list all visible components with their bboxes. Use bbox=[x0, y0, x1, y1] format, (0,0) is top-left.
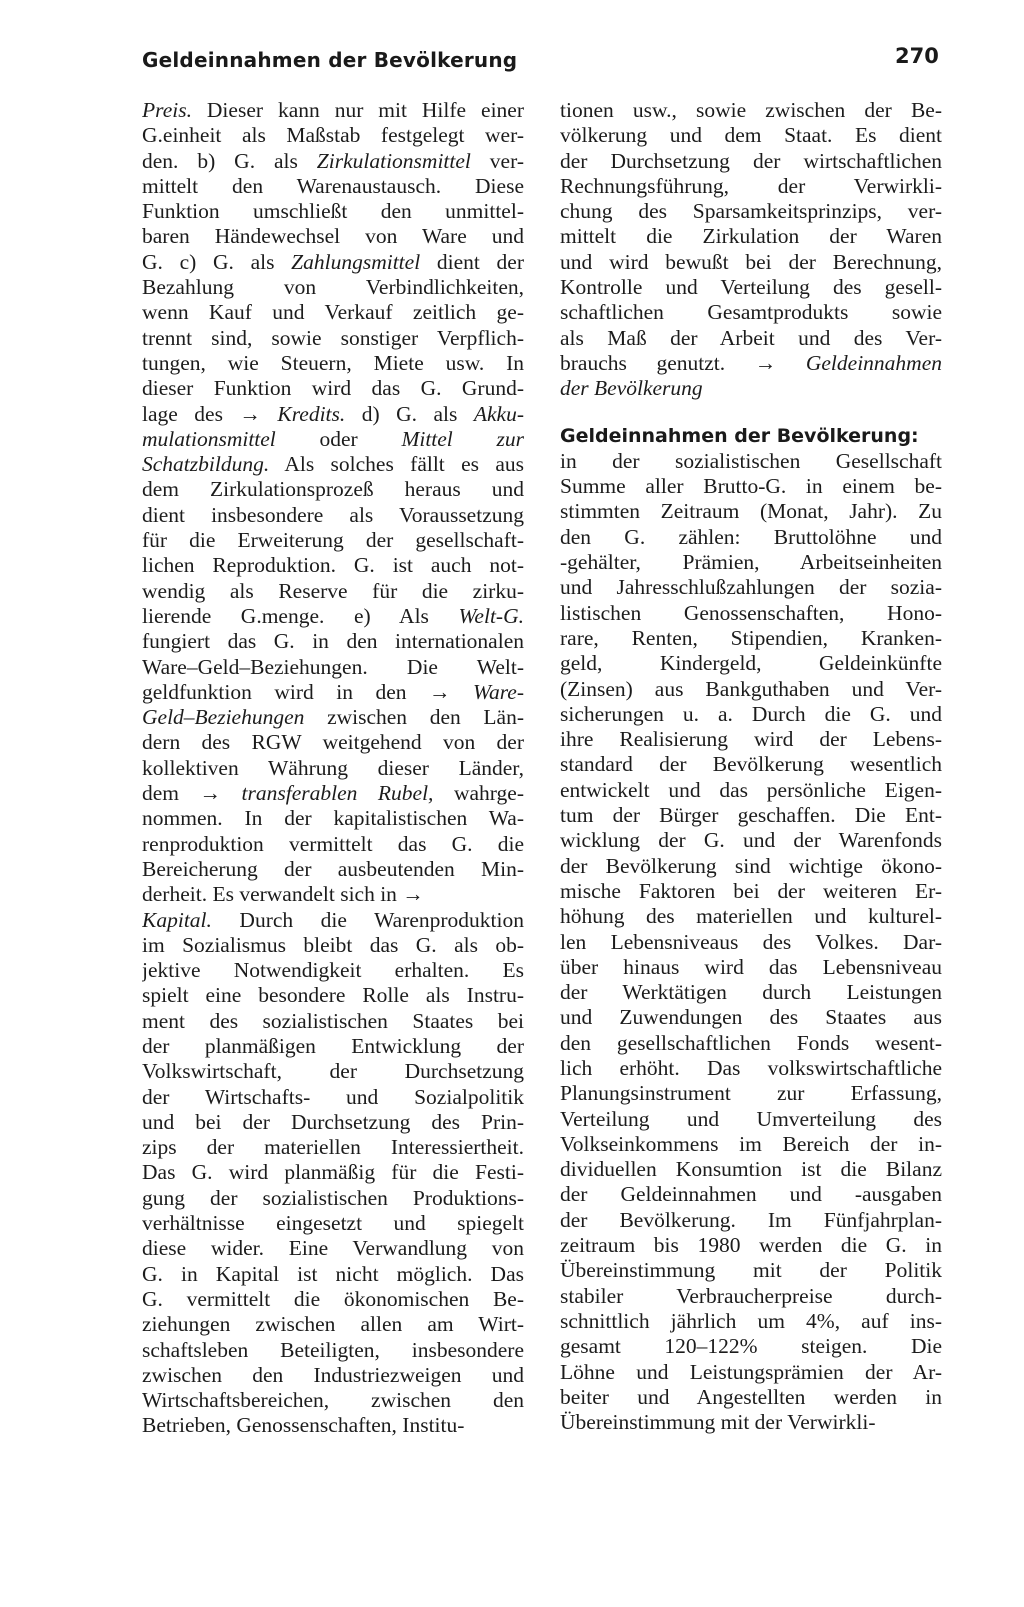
text-run: Rechnungsführung, der Verwirkli- bbox=[560, 173, 942, 198]
text-line bbox=[142, 1009, 524, 1034]
text-run: ziehungen zwischen allen am Wirt- bbox=[142, 1312, 524, 1337]
text-run: listischen Genossenschaften, Hono- bbox=[560, 600, 942, 625]
text-line bbox=[142, 174, 524, 199]
text-run: in der sozialistischen Gesellschaft bbox=[560, 448, 942, 473]
italic-term: Schatzbildung. bbox=[142, 452, 270, 477]
text-line bbox=[142, 199, 524, 224]
text-run: und Jahresschlußzahlungen der sozia- bbox=[560, 575, 942, 600]
italic-term: transferablen Rubel, bbox=[241, 781, 434, 806]
text-run: lich erhöht. Das volkswirtschaftliche bbox=[560, 1055, 942, 1080]
text-run: G. vermittelt die ökonomischen Be- bbox=[142, 1286, 524, 1311]
text-run: Ware–Geld–Beziehungen. Die Welt- bbox=[142, 654, 524, 679]
text-line bbox=[560, 803, 942, 828]
text-run: zeitraum bis 1980 werden die G. in bbox=[560, 1233, 942, 1258]
text-line bbox=[142, 123, 524, 148]
text-line bbox=[142, 1287, 524, 1312]
text-line bbox=[142, 781, 524, 806]
text-line bbox=[560, 474, 942, 499]
text-run: Kontrolle und Verteilung des gesell- bbox=[560, 275, 942, 300]
text-run: schaftlichen Gesamtprodukts sowie bbox=[560, 300, 942, 325]
text-run: Summe aller Brutto-G. in einem be- bbox=[560, 474, 942, 499]
text-run: d) G. als bbox=[345, 401, 474, 426]
italic-term: Zahlungsmittel bbox=[291, 249, 421, 274]
text-line bbox=[560, 1309, 942, 1334]
text-line bbox=[142, 655, 524, 680]
text-run: mittelt den Warenaustausch. Diese bbox=[142, 173, 524, 198]
text-run: schnittlich jährlich um 4%, auf ins- bbox=[560, 1308, 942, 1333]
text-line bbox=[560, 376, 942, 401]
text-run: gung der sozialistischen Produktions- bbox=[142, 1185, 524, 1210]
text-line bbox=[142, 149, 524, 174]
text-line bbox=[142, 933, 524, 958]
text-run: lichen Reproduktion. G. ist auch not- bbox=[142, 553, 524, 578]
text-line bbox=[560, 1385, 942, 1410]
text-run: -gehälter, Prämien, Arbeitseinheiten bbox=[560, 550, 942, 575]
text-line bbox=[560, 174, 942, 199]
text-line bbox=[560, 275, 942, 300]
text-line bbox=[560, 677, 942, 702]
text-run: der Geldeinnahmen und -ausgaben bbox=[560, 1182, 942, 1207]
text-run: dient insbesondere als Voraussetzung bbox=[142, 502, 524, 527]
text-run: beiter und Angestellten werden in bbox=[560, 1384, 942, 1409]
text-run: stimmten Zeitraum (Monat, Jahr). Zu bbox=[560, 499, 942, 524]
text-line bbox=[142, 908, 524, 933]
text-line bbox=[142, 958, 524, 983]
text-line bbox=[142, 427, 524, 452]
text-line bbox=[560, 955, 942, 980]
text-line bbox=[142, 1312, 524, 1337]
text-run: und wird bewußt bei der Berechnung, bbox=[560, 249, 942, 274]
text-line bbox=[560, 702, 942, 727]
text-line bbox=[560, 300, 942, 325]
text-line bbox=[560, 149, 942, 174]
text-line bbox=[560, 1182, 942, 1207]
text-run: den gesellschaftlichen Fonds wesent- bbox=[560, 1030, 942, 1055]
text-run: dern des RGW weitgehend von der bbox=[142, 730, 524, 755]
left-column bbox=[142, 98, 524, 1439]
text-line bbox=[560, 250, 942, 275]
text-run: der Bevölkerung sind wichtige ökono- bbox=[560, 853, 942, 878]
text-run: renproduktion vermittelt das G. die bbox=[142, 831, 524, 856]
text-line bbox=[142, 1135, 524, 1160]
running-head: Geldeinnahmen der Bevölkerung bbox=[142, 48, 518, 72]
text-run: tum der Bürger geschaffen. Die Ent- bbox=[560, 803, 942, 828]
text-line bbox=[142, 402, 524, 427]
text-line bbox=[142, 705, 524, 730]
right-column bbox=[560, 98, 942, 1435]
text-run: dem Zirkulationsprozeß heraus und bbox=[142, 477, 524, 502]
text-line bbox=[142, 98, 524, 123]
text-run: verhältnisse eingesetzt und spiegelt bbox=[142, 1211, 524, 1236]
text-line bbox=[560, 550, 942, 575]
text-run: tungen, wie Steuern, Miete usw. In bbox=[142, 350, 524, 375]
italic-term: Akku- bbox=[473, 401, 524, 426]
text-run: schaftsleben Beteiligten, insbesondere bbox=[142, 1337, 524, 1362]
text-line bbox=[560, 879, 942, 904]
text-line bbox=[142, 452, 524, 477]
text-line bbox=[560, 930, 942, 955]
text-line bbox=[142, 806, 524, 831]
text-line bbox=[142, 553, 524, 578]
text-run: oder bbox=[275, 426, 402, 451]
text-line bbox=[560, 1360, 942, 1385]
text-run: der Werktätigen durch Leistungen bbox=[560, 980, 942, 1005]
text-line bbox=[560, 727, 942, 752]
text-line bbox=[142, 477, 524, 502]
text-line bbox=[142, 300, 524, 325]
text-line bbox=[560, 1132, 942, 1157]
text-run: G.einheit als Maßstab festgelegt wer- bbox=[142, 123, 524, 148]
italic-term: Mittel zur bbox=[401, 426, 524, 451]
text-run: zwischen den Län- bbox=[304, 705, 524, 730]
text-line bbox=[560, 123, 942, 148]
text-line bbox=[142, 882, 524, 907]
text-run: rare, Renten, Stipendien, Kranken- bbox=[560, 625, 942, 650]
text-line bbox=[142, 756, 524, 781]
text-run: zips der materiellen Interessiertheit. bbox=[142, 1135, 524, 1160]
text-run: Volkseinkommens im Bereich der in- bbox=[560, 1131, 942, 1156]
text-run: Bereicherung der ausbeutenden Min- bbox=[142, 856, 524, 881]
italic-term: Zirkulationsmittel bbox=[316, 148, 471, 173]
text-run: über hinaus wird das Lebensniveau bbox=[560, 954, 942, 979]
text-run: geldfunktion wird in den → bbox=[142, 679, 474, 704]
text-line bbox=[142, 1413, 524, 1438]
text-run: dieser Funktion wird das G. Grund- bbox=[142, 376, 524, 401]
text-run: höhung des materiellen und kulturel- bbox=[560, 904, 942, 929]
text-run: Übereinstimmung mit der Verwirkli- bbox=[560, 1410, 876, 1435]
text-line bbox=[560, 1258, 942, 1283]
text-line bbox=[560, 1056, 942, 1081]
italic-term: Kapital. bbox=[142, 907, 212, 932]
text-run: diese wider. Eine Verwandlung von bbox=[142, 1236, 524, 1261]
text-line bbox=[142, 1160, 524, 1185]
text-line bbox=[560, 980, 942, 1005]
text-run: den. b) G. als bbox=[142, 148, 317, 173]
text-run: den G. zählen: Bruttolöhne und bbox=[560, 524, 942, 549]
text-run: jektive Notwendigkeit erhalten. Es bbox=[142, 958, 524, 983]
text-line bbox=[142, 629, 524, 654]
text-run: Das G. wird planmäßig für die Festi- bbox=[142, 1160, 524, 1185]
text-run: kollektiven Währung dieser Länder, bbox=[142, 755, 524, 780]
text-line bbox=[560, 1107, 942, 1132]
text-line bbox=[560, 828, 942, 853]
text-line bbox=[560, 1284, 942, 1309]
text-run: entwickelt und das persönliche Eigen- bbox=[560, 777, 942, 802]
text-run: dividuellen Konsumtion ist die Bilanz bbox=[560, 1157, 942, 1182]
text-run: mittelt die Zirkulation der Waren bbox=[560, 224, 942, 249]
text-run: der planmäßigen Entwicklung der bbox=[142, 1033, 524, 1058]
text-run: als Maß der Arbeit und des Ver- bbox=[560, 325, 942, 350]
text-line bbox=[560, 1031, 942, 1056]
text-run: spielt eine besondere Rolle als Instru- bbox=[142, 983, 524, 1008]
text-line bbox=[142, 1211, 524, 1236]
text-run: ihre Realisierung wird der Lebens- bbox=[560, 727, 942, 752]
text-line bbox=[560, 1334, 942, 1359]
text-run: mische Faktoren bei der weiteren Er- bbox=[560, 878, 942, 903]
text-line bbox=[142, 1059, 524, 1084]
text-run: Löhne und Leistungsprämien der Ar- bbox=[560, 1359, 942, 1384]
text-run: derheit. Es verwandelt sich in → bbox=[142, 882, 424, 907]
text-run: der Wirtschafts- und Sozialpolitik bbox=[142, 1084, 524, 1109]
text-run: Dieser kann nur mit Hilfe einer bbox=[191, 98, 524, 122]
text-line bbox=[142, 275, 524, 300]
text-run: fungiert das G. in den internationalen bbox=[142, 629, 524, 654]
text-run: Wirtschaftsbereichen, zwischen den bbox=[142, 1388, 524, 1413]
text-run: brauchs genutzt. → bbox=[560, 350, 806, 375]
text-run: lierende G.menge. e) Als bbox=[142, 603, 459, 628]
text-run: völkerung und dem Staat. Es dient bbox=[560, 123, 942, 148]
text-line bbox=[560, 351, 942, 376]
text-run: Funktion umschließt den unmittel- bbox=[142, 199, 524, 224]
text-run: nommen. In der kapitalistischen Wa- bbox=[142, 806, 524, 831]
entry-spacer bbox=[560, 402, 942, 424]
text-line bbox=[560, 778, 942, 803]
italic-term: Geldeinnahmen bbox=[805, 350, 942, 375]
text-line bbox=[560, 626, 942, 651]
text-run: wendig als Reserve für die zirku- bbox=[142, 578, 524, 603]
text-run: G. c) G. als bbox=[142, 249, 292, 274]
text-run: tionen usw., sowie zwischen der Be- bbox=[560, 98, 942, 122]
text-run: geld, Kindergeld, Geldeinkünfte bbox=[560, 651, 942, 676]
text-line bbox=[142, 857, 524, 882]
text-run: wenn Kauf und Verkauf zeitlich ge- bbox=[142, 300, 524, 325]
text-run: Bezahlung von Verbindlichkeiten, bbox=[142, 275, 524, 300]
text-run: der Durchsetzung der wirtschaftlichen bbox=[560, 148, 942, 173]
text-line bbox=[560, 651, 942, 676]
italic-term: Kredits. bbox=[277, 401, 346, 426]
text-line bbox=[560, 601, 942, 626]
italic-term: Ware- bbox=[473, 679, 524, 704]
text-run: Planungsinstrument zur Erfassung, bbox=[560, 1081, 942, 1106]
text-run: sicherungen u. a. Durch die G. und bbox=[560, 701, 942, 726]
text-line bbox=[560, 1005, 942, 1030]
text-run: Durch die Warenproduktion bbox=[211, 907, 524, 932]
text-run: trennt sind, sowie sonstiger Verpflich- bbox=[142, 325, 524, 350]
text-line bbox=[142, 983, 524, 1008]
text-run: Betrieben, Genossenschaften, Institu- bbox=[142, 1413, 465, 1438]
text-line bbox=[560, 1157, 942, 1182]
text-line bbox=[142, 1262, 524, 1287]
text-line bbox=[142, 730, 524, 755]
text-run: lage des → bbox=[142, 401, 278, 426]
text-line bbox=[560, 499, 942, 524]
text-run: zwischen den Industriezweigen und bbox=[142, 1362, 524, 1387]
text-line bbox=[142, 528, 524, 553]
text-line bbox=[142, 250, 524, 275]
italic-term: Welt-G. bbox=[458, 603, 524, 628]
text-run: standard der Bevölkerung wesentlich bbox=[560, 752, 942, 777]
text-run: stabiler Verbraucherpreise durch- bbox=[560, 1283, 942, 1308]
text-run: ment des sozialistischen Staates bei bbox=[142, 1008, 524, 1033]
text-line bbox=[560, 224, 942, 249]
text-line bbox=[142, 1236, 524, 1261]
text-run: G. in Kapital ist nicht möglich. Das bbox=[142, 1261, 524, 1286]
text-line bbox=[142, 680, 524, 705]
text-line bbox=[560, 326, 942, 351]
text-line bbox=[560, 752, 942, 777]
text-line bbox=[142, 1338, 524, 1363]
text-run: Volkswirtschaft, der Durchsetzung bbox=[142, 1059, 524, 1084]
text-run: und bei der Durchsetzung des Prin- bbox=[142, 1109, 524, 1134]
text-run: wahrge- bbox=[433, 781, 524, 806]
text-run: Als solches fällt es aus bbox=[269, 452, 524, 477]
page-number: 270 bbox=[895, 44, 939, 68]
text-run: chung des Sparsamkeitsprinzips, ver- bbox=[560, 199, 942, 224]
text-line bbox=[142, 1186, 524, 1211]
entry-heading: Geldeinnahmen der Bevölkerung: bbox=[560, 424, 919, 447]
text-line bbox=[142, 832, 524, 857]
text-run: der Bevölkerung. Im Fünfjahrplan- bbox=[560, 1207, 942, 1232]
text-run: gesamt 120–122% steigen. Die bbox=[560, 1334, 942, 1359]
text-line bbox=[142, 326, 524, 351]
text-line bbox=[142, 376, 524, 401]
text-line bbox=[560, 1208, 942, 1233]
text-line bbox=[560, 449, 942, 474]
text-line bbox=[142, 604, 524, 629]
text-line bbox=[560, 1233, 942, 1258]
text-run: (Zinsen) aus Bankguthaben und Ver- bbox=[560, 676, 942, 701]
italic-term: Geld–Beziehungen bbox=[142, 705, 305, 730]
text-line bbox=[560, 575, 942, 600]
text-run: Übereinstimmung mit der Politik bbox=[560, 1258, 942, 1283]
text-line bbox=[560, 904, 942, 929]
text-line bbox=[560, 98, 942, 123]
text-run: und Zuwendungen des Staates aus bbox=[560, 1005, 942, 1030]
text-line bbox=[142, 351, 524, 376]
text-line bbox=[142, 1085, 524, 1110]
text-line bbox=[142, 579, 524, 604]
text-line bbox=[142, 503, 524, 528]
text-line bbox=[560, 1410, 942, 1435]
text-run: Verteilung und Umverteilung des bbox=[560, 1106, 942, 1131]
italic-term: der Bevölkerung bbox=[560, 376, 703, 401]
text-run: len Lebensniveaus des Volkes. Dar- bbox=[560, 929, 942, 954]
text-line bbox=[142, 1388, 524, 1413]
text-run: im Sozialismus bleibt das G. als ob- bbox=[142, 932, 524, 957]
text-run: ver- bbox=[470, 148, 524, 173]
text-line bbox=[142, 1363, 524, 1388]
italic-term: Preis. bbox=[142, 98, 192, 122]
text-line bbox=[560, 525, 942, 550]
text-line bbox=[142, 1110, 524, 1135]
text-run: dient der bbox=[420, 249, 524, 274]
text-run: für die Erweiterung der gesellschaft- bbox=[142, 528, 524, 553]
text-run: wicklung der G. und der Warenfonds bbox=[560, 828, 942, 853]
italic-term: mulationsmittel bbox=[142, 426, 276, 451]
text-line bbox=[560, 199, 942, 224]
text-run: baren Händewechsel von Ware und bbox=[142, 224, 524, 249]
text-run: dem → bbox=[142, 781, 242, 806]
text-line bbox=[560, 854, 942, 879]
text-line bbox=[142, 1034, 524, 1059]
text-line bbox=[560, 1081, 942, 1106]
text-line bbox=[142, 224, 524, 249]
